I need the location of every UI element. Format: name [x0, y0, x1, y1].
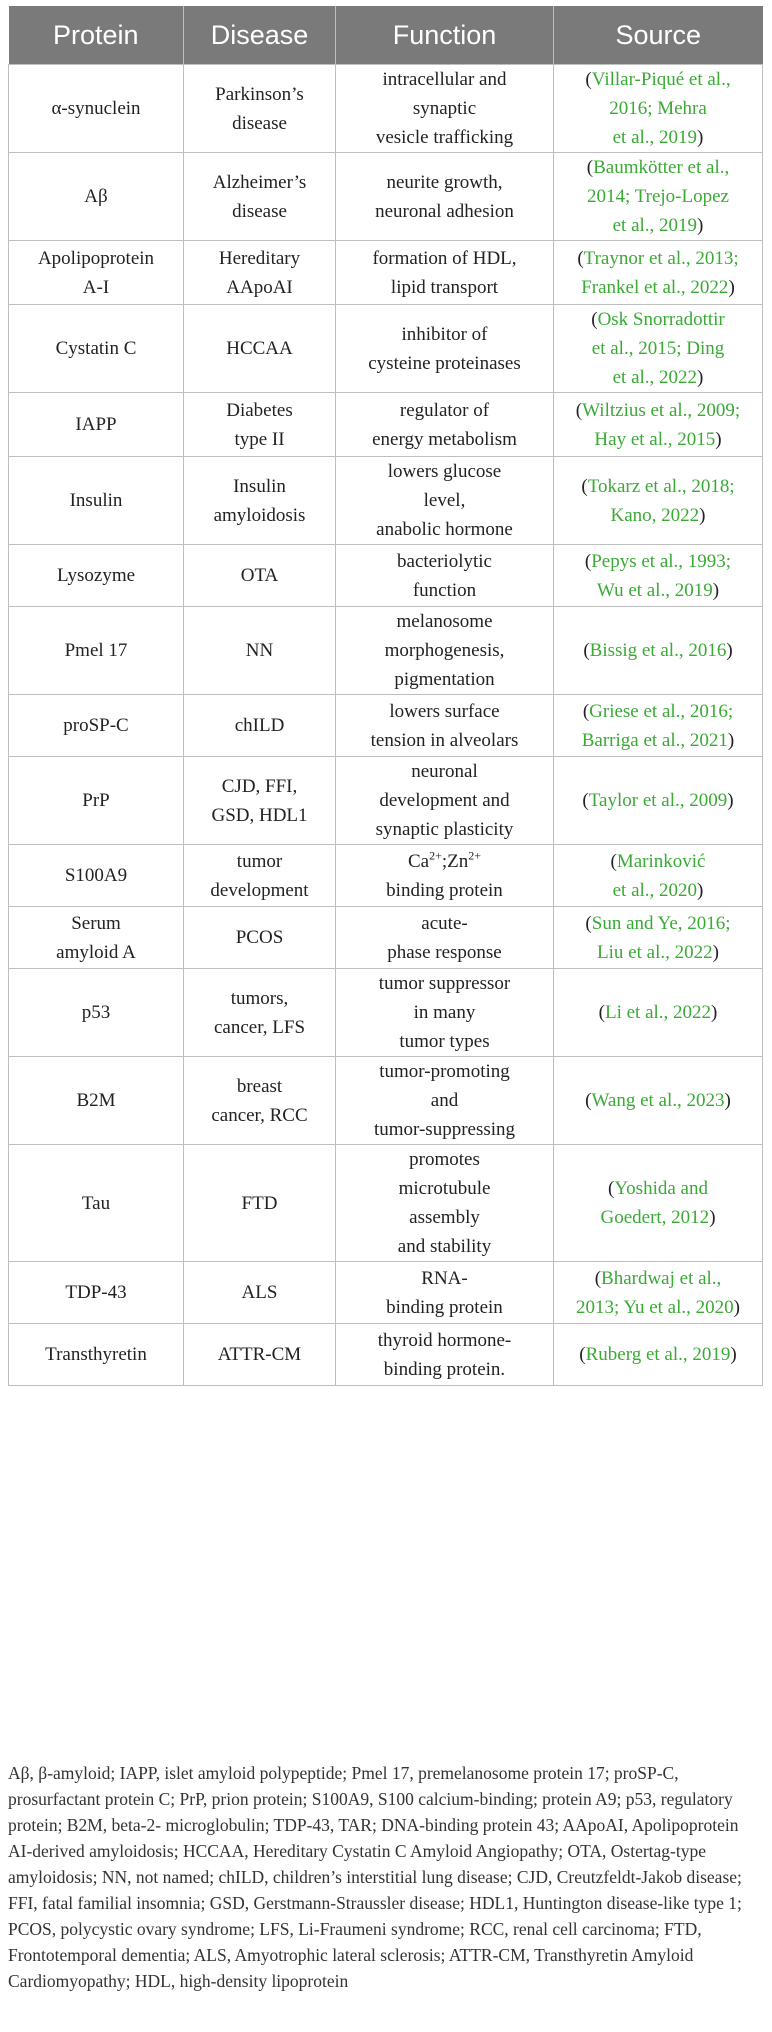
cell-disease: Hereditary AApoAI — [184, 241, 336, 305]
cell-source — [554, 241, 763, 305]
cell-protein: Insulin — [9, 457, 184, 545]
cell-protein: Tau — [9, 1145, 184, 1262]
cell-protein: PrP — [9, 757, 184, 845]
function-text: ;Zn — [441, 850, 469, 872]
paren-close: ) — [715, 428, 722, 450]
cell-function — [336, 845, 554, 907]
paren-close: ) — [730, 1344, 737, 1365]
table-row — [9, 65, 763, 153]
paren-open: ( — [584, 550, 592, 572]
charge-superscript: 2+ — [429, 848, 442, 863]
paren-open: ( — [594, 1267, 602, 1289]
citation-link[interactable]: Baumkötter et al., 2014; Trejo-Lopez et al., 2019 — [587, 157, 730, 236]
cell-protein: B2M — [9, 1057, 184, 1145]
table-row — [9, 907, 763, 969]
cell-function: RNA- binding protein — [336, 1262, 554, 1324]
cell-function: thyroid hormone- binding protein. — [336, 1324, 554, 1386]
cell-disease: NN — [184, 607, 336, 695]
table-row — [9, 607, 763, 695]
citation-link[interactable]: Bhardwaj et al., 2013; Yu et al., 2020 — [576, 1267, 734, 1318]
amyloid-protein-table — [8, 6, 763, 1386]
paren-open: ( — [585, 912, 592, 934]
paren-open: ( — [582, 790, 589, 811]
paren-close: ) — [711, 1002, 718, 1023]
cell-function: tumor suppressor in many tumor types — [336, 969, 554, 1057]
cell-function: regulator of energy metabolism — [336, 393, 554, 457]
cell-disease: Parkinson’s disease — [184, 65, 336, 153]
paren-close: ) — [733, 1296, 740, 1318]
paren-open: ( — [608, 1178, 615, 1199]
paren-open: ( — [610, 850, 617, 872]
table-row — [9, 393, 763, 457]
paren-close: ) — [697, 367, 704, 388]
cell-protein: p53 — [9, 969, 184, 1057]
citation-link[interactable]: Bissig et al., 2016 — [589, 640, 727, 661]
header-disease: Disease — [184, 6, 336, 65]
paren-open: ( — [583, 640, 590, 661]
cell-disease: tumors, cancer, LFS — [184, 969, 336, 1057]
function-text: binding protein — [386, 879, 503, 901]
cell-source — [554, 1262, 763, 1324]
cell-disease: Diabetes type II — [184, 393, 336, 457]
paren-open: ( — [581, 475, 588, 497]
citation-link[interactable]: Griese et al., 2016; Barriga et al., 2021 — [581, 700, 734, 751]
cell-source — [554, 757, 763, 845]
citation-link[interactable]: Sun and Ye, 2016; Liu et al., 2022 — [591, 912, 731, 963]
citation-link[interactable]: Pepys et al., 1993; Wu et al., 2019 — [591, 550, 732, 601]
paren-close: ) — [697, 127, 704, 148]
cell-function: formation of HDL, lipid transport — [336, 241, 554, 305]
cell-source — [554, 153, 763, 241]
citation-link[interactable]: Yoshida and Goedert, 2012 — [600, 1178, 710, 1228]
table-body — [9, 65, 763, 1386]
header-protein: Protein — [9, 6, 184, 65]
citation-link[interactable]: Wiltzius et al., 2009; Hay et al., 2015 — [582, 399, 741, 450]
cell-source — [554, 457, 763, 545]
cell-source — [554, 907, 763, 969]
paren-close: ) — [726, 640, 733, 661]
cell-protein: Apolipoprotein A-I — [9, 241, 184, 305]
cell-protein: Cystatin C — [9, 305, 184, 393]
table-row — [9, 153, 763, 241]
citation-link[interactable]: Ruberg et al., 2019 — [585, 1344, 731, 1365]
cell-source — [554, 545, 763, 607]
cell-source — [554, 1057, 763, 1145]
citation-link[interactable]: Tokarz et al., 2018; Kano, 2022 — [587, 475, 735, 526]
citation-link[interactable]: Traynor et al., 2013; Frankel et al., 2022 — [581, 247, 739, 298]
table-row — [9, 969, 763, 1057]
paren-close: ) — [697, 215, 704, 236]
paren-open: ( — [582, 700, 590, 722]
cell-protein: α-synuclein — [9, 65, 184, 153]
cell-source — [554, 695, 763, 757]
function-text: Ca — [407, 850, 430, 872]
citation-link[interactable]: Villar-Piqué et al., 2016; Mehra et al., 2019 — [591, 69, 731, 148]
table-row — [9, 757, 763, 845]
cell-source — [554, 607, 763, 695]
table-row — [9, 305, 763, 393]
table-row — [9, 1262, 763, 1324]
cell-source — [554, 393, 763, 457]
header-row — [9, 6, 763, 65]
table-row — [9, 695, 763, 757]
cell-source — [554, 65, 763, 153]
table-row — [9, 1057, 763, 1145]
cell-source — [554, 1145, 763, 1262]
cell-disease: tumor development — [184, 845, 336, 907]
cell-disease: chILD — [184, 695, 336, 757]
cell-source — [554, 305, 763, 393]
paren-close: ) — [728, 276, 735, 298]
paren-open: ( — [586, 157, 594, 178]
protein-table-container — [8, 6, 762, 1386]
citation-link[interactable]: Taylor et al., 2009 — [588, 790, 728, 811]
cell-disease: FTD — [184, 1145, 336, 1262]
citation-link[interactable]: Osk Snorradottir et al., 2015; Ding et al., 2022 — [591, 309, 725, 388]
paren-open: ( — [591, 309, 598, 330]
cell-disease: PCOS — [184, 907, 336, 969]
citation-link[interactable]: Wang et al., 2023 — [591, 1090, 725, 1111]
cell-function: tumor-promoting and tumor-suppressing — [336, 1057, 554, 1145]
cell-disease: breast cancer, RCC — [184, 1057, 336, 1145]
cell-function: lowers glucose level, anabolic hormone — [336, 457, 554, 545]
cell-function: bacteriolytic function — [336, 545, 554, 607]
cell-protein: Serum amyloid A — [9, 907, 184, 969]
cell-function: acute- phase response — [336, 907, 554, 969]
cell-protein: S100A9 — [9, 845, 184, 907]
cell-disease: ALS — [184, 1262, 336, 1324]
header-function: Function — [336, 6, 554, 65]
cell-function: neuronal development and synaptic plasticity — [336, 757, 554, 845]
cell-function: inhibitor of cysteine proteinases — [336, 305, 554, 393]
cell-function: intracellular and synaptic vesicle trafficking — [336, 65, 554, 153]
paren-close: ) — [697, 879, 704, 901]
citation-link[interactable]: Li et al., 2022 — [604, 1002, 712, 1023]
header-source: Source — [554, 6, 763, 65]
cell-source — [554, 845, 763, 907]
cell-function: promotes microtubule assembly and stability — [336, 1145, 554, 1262]
cell-source — [554, 1324, 763, 1386]
cell-protein: TDP-43 — [9, 1262, 184, 1324]
charge-superscript: 2+ — [468, 848, 482, 863]
paren-close: ) — [724, 1090, 731, 1111]
paren-close: ) — [712, 941, 719, 963]
paren-close: ) — [699, 504, 706, 526]
cell-disease: OTA — [184, 545, 336, 607]
paren-close: ) — [727, 790, 734, 811]
paren-close: ) — [709, 1207, 716, 1228]
cell-protein: Lysozyme — [9, 545, 184, 607]
cell-disease: HCCAA — [184, 305, 336, 393]
table-row — [9, 1145, 763, 1262]
paren-close: ) — [712, 579, 720, 601]
paren-open: ( — [577, 247, 584, 269]
paren-open: ( — [598, 1002, 605, 1023]
cell-protein: IAPP — [9, 393, 184, 457]
cell-function: lowers surface tension in alveolars — [336, 695, 554, 757]
cell-function: neurite growth, neuronal adhesion — [336, 153, 554, 241]
table-footnote: Aβ, β-amyloid; IAPP, islet amyloid polypeptide; Pmel 17, premelanosome protein 17; proSP-C, prosurfactant protein C; PrP, prion protein; S100A9, S100 calcium-binding; protein A9; p53, regulatory protein; B2M, beta-2- microglobulin; TDP-43, TAR; DNA-binding protein 43; AApoAI, Apolipoprotein AI-derived amyloidosis; HCCAA, Hereditary Cystatin C Amyloid Angiopathy; OTA, Ostertag-type amyloidosis; NN, not named; chILD, children’s interstitial lung disease; CJD, Creutzfeldt-Jakob disease; FFI, fatal familial insomnia; GSD, Gerstmann-Straussler disease; HDL1, Huntington disease-like type 1; PCOS, polycystic ovary syndrome; LFS, Li-Fraumeni syndrome; RCC, renal cell carcinoma; FTD, Frontotemporal dementia; ALS, Amyotrophic lateral sclerosis; ATTR-CM, Transthyretin Amyloid Cardiomyopathy; HDL, high-density lipoprotein — [8, 1763, 742, 1991]
table-row — [9, 241, 763, 305]
cell-protein: Pmel 17 — [9, 607, 184, 695]
cell-disease: Insulin amyloidosis — [184, 457, 336, 545]
cell-disease: CJD, FFI, GSD, HDL1 — [184, 757, 336, 845]
cell-disease: ATTR-CM — [184, 1324, 336, 1386]
cell-disease: Alzheimer’s disease — [184, 153, 336, 241]
citation-link[interactable]: Marinković et al., 2020 — [612, 850, 706, 901]
paren-open: ( — [575, 399, 583, 421]
table-row — [9, 845, 763, 907]
table-row — [9, 1324, 763, 1386]
cell-protein: proSP-C — [9, 695, 184, 757]
cell-source — [554, 969, 763, 1057]
table-row — [9, 457, 763, 545]
table-header — [9, 6, 763, 65]
table-row — [9, 545, 763, 607]
paren-close: ) — [727, 729, 735, 751]
paren-open: ( — [585, 69, 592, 90]
cell-protein: Aβ — [9, 153, 184, 241]
cell-protein: Transthyretin — [9, 1324, 184, 1386]
paren-open: ( — [585, 1090, 592, 1111]
cell-function: melanosome morphogenesis, pigmentation — [336, 607, 554, 695]
paren-open: ( — [579, 1344, 586, 1365]
